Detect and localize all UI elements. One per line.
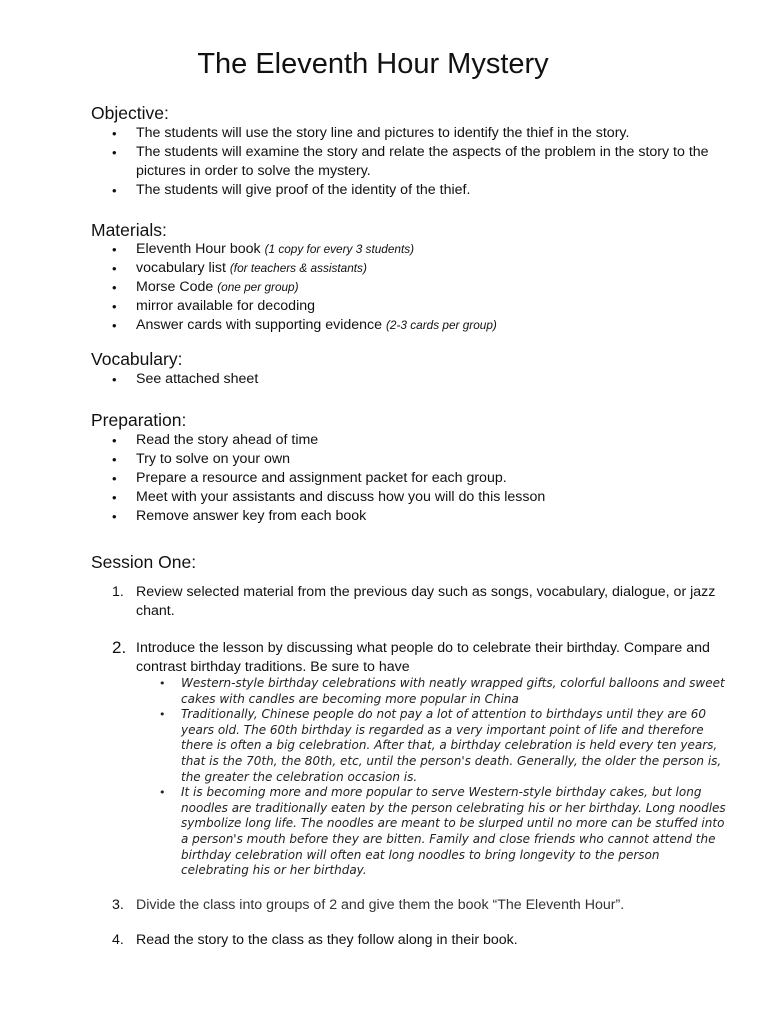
vocabulary-list	[0, 370, 726, 389]
list-item: • Morse Code (one per group)	[112, 279, 299, 295]
list-item: • The students will give proof of the identity of the thief.	[112, 182, 471, 198]
step-number: 1.	[112, 584, 124, 600]
bullet-icon: •	[159, 677, 166, 690]
objective-heading: Objective:	[91, 103, 169, 123]
list-item: • Remove answer key from each book	[112, 508, 367, 524]
vocabulary-heading: Vocabulary:	[91, 349, 183, 369]
bullet-icon: •	[112, 452, 117, 467]
objective-list	[0, 124, 726, 200]
materials-heading: Materials:	[91, 220, 167, 240]
list-item: • Answer cards with supporting evidence (2-3 cards per group)	[112, 317, 497, 333]
list-item: • It is becoming more and more popular to serve Western-style birthday cakes, but long noodles are traditionally eaten by the person celebrating his or her birthday. Long noodles symbolize long life. The noodles are meant to be slurped until no more can be stuffed into a person's mouth before they are bitten. Family and close friends who cannot attend the birthday celebration will often eat long noodles to bring longevity to the person celebrating his or her birthday.	[159, 785, 726, 878]
bullet-icon: •	[112, 490, 117, 505]
list-item: • Try to solve on your own	[112, 451, 291, 467]
list-item: • Traditionally, Chinese people do not pay a lot of attention to birthdays until they are 60 years old. The 60th birthday is regarded as a very important point of life and therefore there is often a big celebration. After that, a birthday celebration is held every ten years, that is the 70th, the 80th, etc, until the person's death. Generally, the older the person is, the greater the celebration occasion is.	[159, 707, 722, 784]
bullet-icon: •	[112, 145, 117, 160]
list-item: • The students will use the story line and pictures to identify the thief in the story.	[112, 125, 630, 141]
bullet-icon: •	[159, 786, 166, 800]
materials-list	[0, 240, 726, 335]
bullet-icon: •	[159, 708, 166, 722]
bullet-icon: •	[112, 126, 117, 141]
bullet-icon: •	[112, 509, 117, 524]
bullet-icon: •	[112, 183, 117, 198]
list-item: • Prepare a resource and assignment packet for each group.	[112, 470, 507, 486]
bullet-icon: •	[112, 280, 117, 295]
step-text: Introduce the lesson by discussing what people do to celebrate their birthday. Compare and contrast birthday traditions. Be sure to have	[136, 640, 710, 675]
step-number: 2.	[112, 638, 127, 657]
list-item: • vocabulary list (for teachers & assistants)	[112, 260, 367, 276]
step-text: Review selected material from the previous day such as songs, vocabulary, dialogue, or jazz chant.	[136, 584, 716, 619]
step-text: Read the story to the class as they follow along in their book.	[136, 932, 518, 948]
list-item: • The students will examine the story and relate the aspects of the problem in the story to the pictures in order to solve the mystery.	[112, 144, 709, 179]
preparation-heading: Preparation:	[91, 410, 187, 430]
bullet-icon: •	[112, 372, 117, 387]
session-one-heading: Session One:	[91, 552, 197, 572]
bullet-icon: •	[112, 299, 117, 314]
step-number: 3.	[112, 897, 124, 913]
list-item: • Read the story ahead of time	[112, 432, 319, 448]
list-item: • Western-style birthday celebrations with neatly wrapped gifts, colorful balloons and sweet cakes with candles are becoming more popular in China	[159, 676, 725, 706]
bullet-icon: •	[112, 318, 117, 333]
list-item: • mirror available for decoding	[112, 298, 316, 314]
preparation-list	[0, 431, 726, 526]
list-item: • Meet with your assistants and discuss how you will do this lesson	[112, 489, 546, 505]
step-text: Divide the class into groups of 2 and give them the book “The Eleventh Hour”.	[136, 897, 625, 913]
bullet-icon: •	[112, 433, 117, 448]
page-title: The Eleventh Hour Mystery	[197, 48, 549, 80]
step-number: 4.	[112, 932, 124, 948]
list-item: • See attached sheet	[112, 371, 259, 387]
birthday-traditions-list	[0, 676, 768, 879]
list-item: • Eleventh Hour book (1 copy for every 3 students)	[112, 241, 415, 257]
bullet-icon: •	[112, 471, 117, 486]
bullet-icon: •	[112, 242, 117, 257]
bullet-icon: •	[112, 261, 117, 276]
